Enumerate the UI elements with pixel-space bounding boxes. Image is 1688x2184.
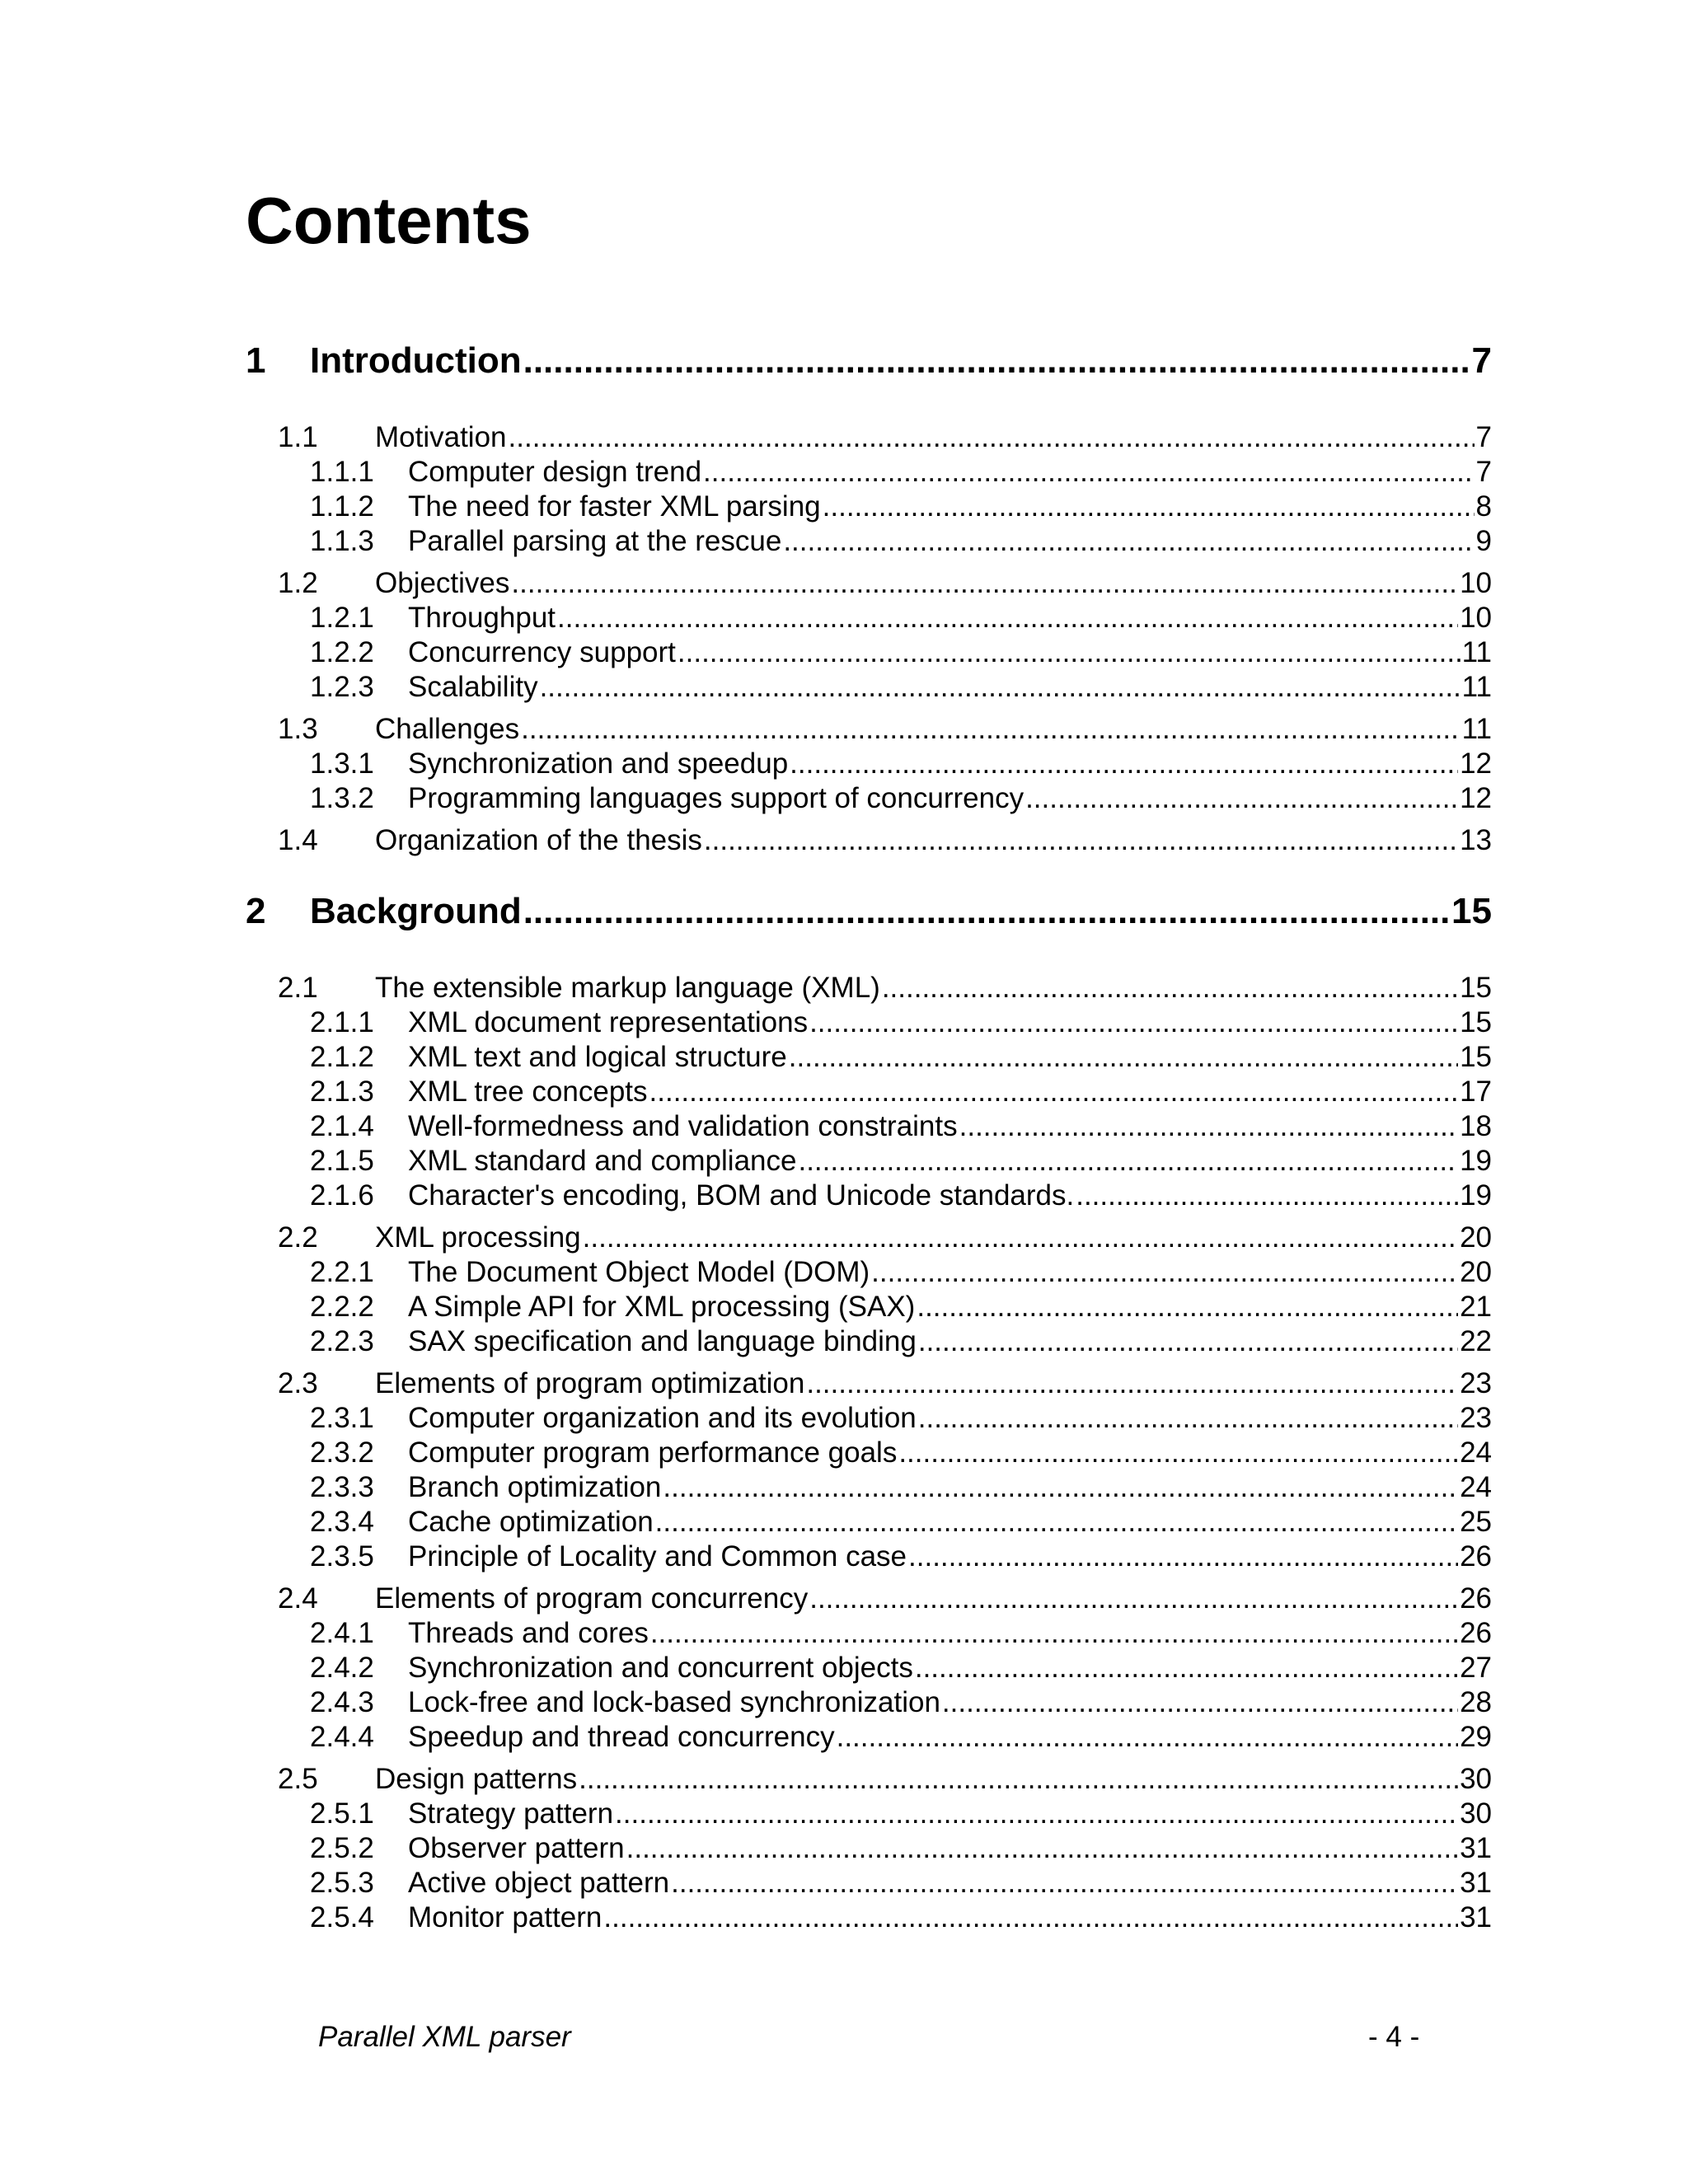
dot-leader	[915, 1651, 1458, 1685]
toc-number: 2.2.2	[310, 1291, 374, 1323]
toc-title: Monitor pattern	[408, 1901, 603, 1933]
toc-page-number: 7	[1475, 421, 1492, 453]
dot-leader	[959, 1109, 1458, 1144]
toc-title: Objectives	[375, 567, 510, 599]
toc-section-entry[interactable]	[278, 1366, 1492, 1401]
toc-subsection-entry[interactable]	[310, 1144, 1492, 1179]
dot-leader	[809, 1582, 1458, 1616]
dot-leader	[671, 1866, 1458, 1900]
toc-page-number: 26	[1460, 1540, 1492, 1572]
toc-chapter-entry[interactable]	[246, 338, 1492, 384]
dot-leader	[917, 1290, 1458, 1324]
toc-title: XML tree concepts	[408, 1076, 648, 1108]
toc-title: Computer design trend	[408, 456, 702, 488]
toc-subsection-entry[interactable]	[310, 1005, 1492, 1040]
toc-title: Threads and cores	[408, 1617, 649, 1649]
toc-page-number: 10	[1460, 602, 1492, 634]
toc-page-number: 20	[1460, 1256, 1492, 1288]
toc-title: Speedup and thread concurrency	[408, 1721, 835, 1753]
toc-number: 2.3.1	[310, 1402, 374, 1434]
dot-leader	[511, 566, 1458, 601]
toc-number: 1.1.2	[310, 490, 374, 523]
toc-number: 2.5.2	[310, 1832, 374, 1864]
toc-subsection-entry[interactable]	[310, 1616, 1492, 1651]
toc-page-number: 26	[1460, 1617, 1492, 1649]
toc-number: 2.1.5	[310, 1145, 374, 1177]
dot-leader	[521, 712, 1461, 747]
toc-title: The Document Object Model (DOM)	[408, 1256, 870, 1288]
toc-section-entry[interactable]	[278, 1582, 1492, 1616]
toc-subsection-entry[interactable]	[310, 1685, 1492, 1720]
toc-number: 1.2.1	[310, 602, 374, 634]
toc-title: Organization of the thesis	[375, 824, 702, 856]
toc-title: Cache optimization	[408, 1506, 654, 1538]
toc-number: 2.4	[278, 1582, 318, 1615]
dot-leader	[704, 823, 1458, 858]
toc-number: 2.4.1	[310, 1617, 374, 1649]
toc-number: 1.2.3	[310, 671, 374, 703]
footer-page-number: - 4 -	[1368, 2021, 1420, 2053]
dot-leader	[523, 888, 1450, 935]
dot-leader	[942, 1685, 1458, 1720]
dot-leader	[790, 747, 1458, 781]
toc-number: 2.3	[278, 1367, 318, 1399]
dot-leader	[649, 1075, 1459, 1109]
dot-leader	[509, 420, 1475, 455]
toc-number: 1.1.3	[310, 525, 374, 557]
dot-leader	[806, 1366, 1458, 1401]
toc-page-number: 22	[1460, 1325, 1492, 1357]
toc-number: 2.3.3	[310, 1471, 374, 1503]
toc-title: Strategy pattern	[408, 1797, 614, 1830]
toc-subsection-entry[interactable]	[310, 1797, 1492, 1831]
toc-page-number: 19	[1460, 1179, 1492, 1212]
toc-subsection-entry[interactable]	[310, 1866, 1492, 1900]
toc-title: XML document representations	[408, 1006, 809, 1038]
toc-number: 2.1.2	[310, 1041, 374, 1073]
toc-title: Concurrency support	[408, 636, 676, 668]
toc-title: Motivation	[375, 421, 507, 453]
toc-number: 2.1.4	[310, 1110, 374, 1142]
toc-page-number: 26	[1460, 1582, 1492, 1615]
dot-leader	[603, 1900, 1458, 1935]
toc-page-number: 12	[1460, 782, 1492, 814]
toc-number: 2.3.4	[310, 1506, 374, 1538]
toc-subsection-entry[interactable]	[310, 1651, 1492, 1685]
dot-leader	[540, 670, 1461, 705]
toc-number: 2.4.3	[310, 1686, 374, 1718]
toc-subsection-entry[interactable]	[310, 1720, 1492, 1755]
dot-leader	[663, 1470, 1458, 1505]
toc-subsection-entry[interactable]	[310, 1075, 1492, 1109]
toc-subsection-entry[interactable]	[310, 601, 1492, 635]
toc-page-number: 15	[1460, 1006, 1492, 1038]
toc-number: 2.3.5	[310, 1540, 374, 1572]
toc-title: Observer pattern	[408, 1832, 625, 1864]
dot-leader	[626, 1831, 1458, 1866]
page-title: Contents	[246, 184, 532, 257]
toc-page-number: 18	[1460, 1110, 1492, 1142]
toc-subsection-entry[interactable]	[310, 1470, 1492, 1505]
dot-leader	[557, 601, 1458, 635]
dot-leader	[837, 1720, 1458, 1755]
dot-leader	[655, 1505, 1458, 1540]
toc-page-number: 29	[1460, 1721, 1492, 1753]
toc-subsection-entry[interactable]	[310, 1324, 1492, 1359]
toc-page-number: 7	[1475, 456, 1492, 488]
dot-leader	[1076, 1179, 1458, 1213]
dot-leader	[823, 490, 1475, 524]
toc-page-number: 24	[1460, 1436, 1492, 1469]
toc-subsection-entry[interactable]	[310, 1290, 1492, 1324]
toc-number: 2.1	[278, 972, 318, 1004]
toc-number: 2.4.4	[310, 1721, 374, 1753]
toc-subsection-entry[interactable]	[310, 747, 1492, 781]
toc-section-entry[interactable]	[278, 1221, 1492, 1255]
toc-page-number: 10	[1460, 567, 1492, 599]
dot-leader	[783, 524, 1474, 559]
toc-title: XML text and logical structure	[408, 1041, 787, 1073]
dot-leader	[678, 635, 1461, 670]
toc-page-number: 30	[1460, 1797, 1492, 1830]
toc-title: Principle of Locality and Common case	[408, 1540, 907, 1572]
toc-number: 1	[246, 340, 266, 381]
toc-title: The need for faster XML parsing	[408, 490, 821, 523]
toc-number: 1.3.1	[310, 748, 374, 780]
toc-section-entry[interactable]	[278, 420, 1492, 455]
toc-page-number: 30	[1460, 1763, 1492, 1795]
toc-page-number: 15	[1460, 972, 1492, 1004]
toc-section-entry[interactable]	[278, 971, 1492, 1005]
toc-title: Computer organization and its evolution	[408, 1402, 917, 1434]
toc-section-entry[interactable]	[278, 823, 1492, 858]
dot-leader	[650, 1616, 1458, 1651]
toc-number: 1.1.1	[310, 456, 374, 488]
toc-number: 2.1.3	[310, 1076, 374, 1108]
toc-number: 2.4.2	[310, 1652, 374, 1684]
dot-leader	[898, 1436, 1458, 1470]
toc-title: Elements of program concurrency	[375, 1582, 809, 1615]
toc-page-number: 9	[1475, 525, 1492, 557]
toc-title: Background	[310, 888, 523, 935]
dot-leader	[798, 1144, 1458, 1179]
toc-page-number: 15	[1460, 1041, 1492, 1073]
toc-number: 2.5.4	[310, 1901, 374, 1933]
toc-page-number: 12	[1460, 748, 1492, 780]
toc-page-number: 15	[1451, 891, 1492, 931]
toc-subsection-entry[interactable]	[310, 1505, 1492, 1540]
toc-subsection-entry[interactable]	[310, 781, 1492, 816]
dot-leader	[908, 1540, 1458, 1574]
toc-number: 2	[246, 891, 266, 931]
dot-leader	[809, 1005, 1458, 1040]
toc-page-number: 7	[1471, 340, 1492, 381]
toc-page-number: 23	[1460, 1402, 1492, 1434]
toc-number: 1.1	[278, 421, 318, 453]
toc-title: XML standard and compliance	[408, 1145, 797, 1177]
toc-subsection-entry[interactable]	[310, 455, 1492, 490]
toc-page-number: 19	[1460, 1145, 1492, 1177]
dot-leader	[882, 971, 1458, 1005]
toc-title: SAX specification and language binding	[408, 1325, 917, 1357]
toc-number: 1.2.2	[310, 636, 374, 668]
toc-subsection-entry[interactable]	[310, 1436, 1492, 1470]
dot-leader	[615, 1797, 1458, 1831]
toc-subsection-entry[interactable]	[310, 1040, 1492, 1075]
toc-title: Branch optimization	[408, 1471, 662, 1503]
toc-title: Well-formedness and validation constraints	[408, 1110, 958, 1142]
dot-leader	[579, 1762, 1458, 1797]
toc-title: Synchronization and concurrent objects	[408, 1652, 913, 1684]
toc-page-number: 8	[1475, 490, 1492, 523]
toc-title: Computer program performance goals	[408, 1436, 898, 1469]
toc-subsection-entry[interactable]	[310, 635, 1492, 670]
toc-subsection-entry[interactable]	[310, 524, 1492, 559]
dot-leader	[918, 1324, 1458, 1359]
toc-page-number: 11	[1461, 671, 1492, 703]
toc-subsection-entry[interactable]	[310, 1900, 1492, 1935]
toc-subsection-entry[interactable]	[310, 1540, 1492, 1574]
toc-page-number: 20	[1460, 1221, 1492, 1254]
dot-leader	[583, 1221, 1458, 1255]
dot-leader	[918, 1401, 1458, 1436]
toc-title: XML processing	[375, 1221, 581, 1254]
dot-leader	[703, 455, 1474, 490]
toc-page-number: 31	[1460, 1901, 1492, 1933]
toc-number: 2.5.3	[310, 1867, 374, 1899]
toc-subsection-entry[interactable]	[310, 1179, 1492, 1213]
toc-page-number: 21	[1460, 1291, 1492, 1323]
toc-section-entry[interactable]	[278, 1762, 1492, 1797]
toc-page-number: 25	[1460, 1506, 1492, 1538]
dot-leader	[523, 338, 1470, 384]
toc-title: Synchronization and speedup	[408, 748, 789, 780]
toc-number: 2.2	[278, 1221, 318, 1254]
toc-number: 1.3	[278, 713, 318, 745]
toc-title: Introduction	[310, 338, 523, 384]
toc-number: 2.1.1	[310, 1006, 374, 1038]
toc-title: Character's encoding, BOM and Unicode standards.	[408, 1179, 1075, 1212]
toc-subsection-entry[interactable]	[310, 1109, 1492, 1144]
toc-page-number: 23	[1460, 1367, 1492, 1399]
toc-title: Lock-free and lock-based synchronization	[408, 1686, 940, 1718]
toc-number: 2.3.2	[310, 1436, 374, 1469]
toc-title: Design patterns	[375, 1763, 578, 1795]
toc-title: Parallel parsing at the rescue	[408, 525, 782, 557]
toc-subsection-entry[interactable]	[310, 1401, 1492, 1436]
toc-number: 2.1.6	[310, 1179, 374, 1212]
toc-page-number: 11	[1461, 636, 1492, 668]
toc-number: 2.2.1	[310, 1256, 374, 1288]
toc-page-number: 27	[1460, 1652, 1492, 1684]
toc-subsection-entry[interactable]	[310, 1255, 1492, 1290]
toc-page-number: 11	[1461, 713, 1492, 745]
toc-page-number: 17	[1460, 1076, 1492, 1108]
toc-number: 2.5	[278, 1763, 318, 1795]
toc-number: 1.3.2	[310, 782, 374, 814]
toc-title: Elements of program optimization	[375, 1367, 805, 1399]
toc-page-number: 24	[1460, 1471, 1492, 1503]
toc-subsection-entry[interactable]	[310, 670, 1492, 705]
toc-section-entry[interactable]	[278, 712, 1492, 747]
toc-number: 1.4	[278, 824, 318, 856]
toc-number: 2.5.1	[310, 1797, 374, 1830]
dot-leader	[1025, 781, 1458, 816]
toc-subsection-entry[interactable]	[310, 1831, 1492, 1866]
toc-number: 1.2	[278, 567, 318, 599]
dot-leader	[871, 1255, 1458, 1290]
toc-section-entry[interactable]	[278, 566, 1492, 601]
toc-page-number: 13	[1460, 824, 1492, 856]
toc-number: 2.2.3	[310, 1325, 374, 1357]
toc-page-number: 28	[1460, 1686, 1492, 1718]
toc-page-number: 31	[1460, 1832, 1492, 1864]
toc-title: Active object pattern	[408, 1867, 670, 1899]
toc-title: Scalability	[408, 671, 538, 703]
toc-title: The extensible markup language (XML)	[375, 972, 880, 1004]
footer-document-title: Parallel XML parser	[318, 2021, 571, 2053]
dot-leader	[789, 1040, 1458, 1075]
toc-chapter-entry[interactable]	[246, 888, 1492, 935]
toc-title: Programming languages support of concurrency	[408, 782, 1025, 814]
toc-title: Throughput	[408, 602, 556, 634]
toc-page-number: 31	[1460, 1867, 1492, 1899]
toc-title: Challenges	[375, 713, 520, 745]
toc-subsection-entry[interactable]	[310, 490, 1492, 524]
toc-title: A Simple API for XML processing (SAX)	[408, 1291, 916, 1323]
